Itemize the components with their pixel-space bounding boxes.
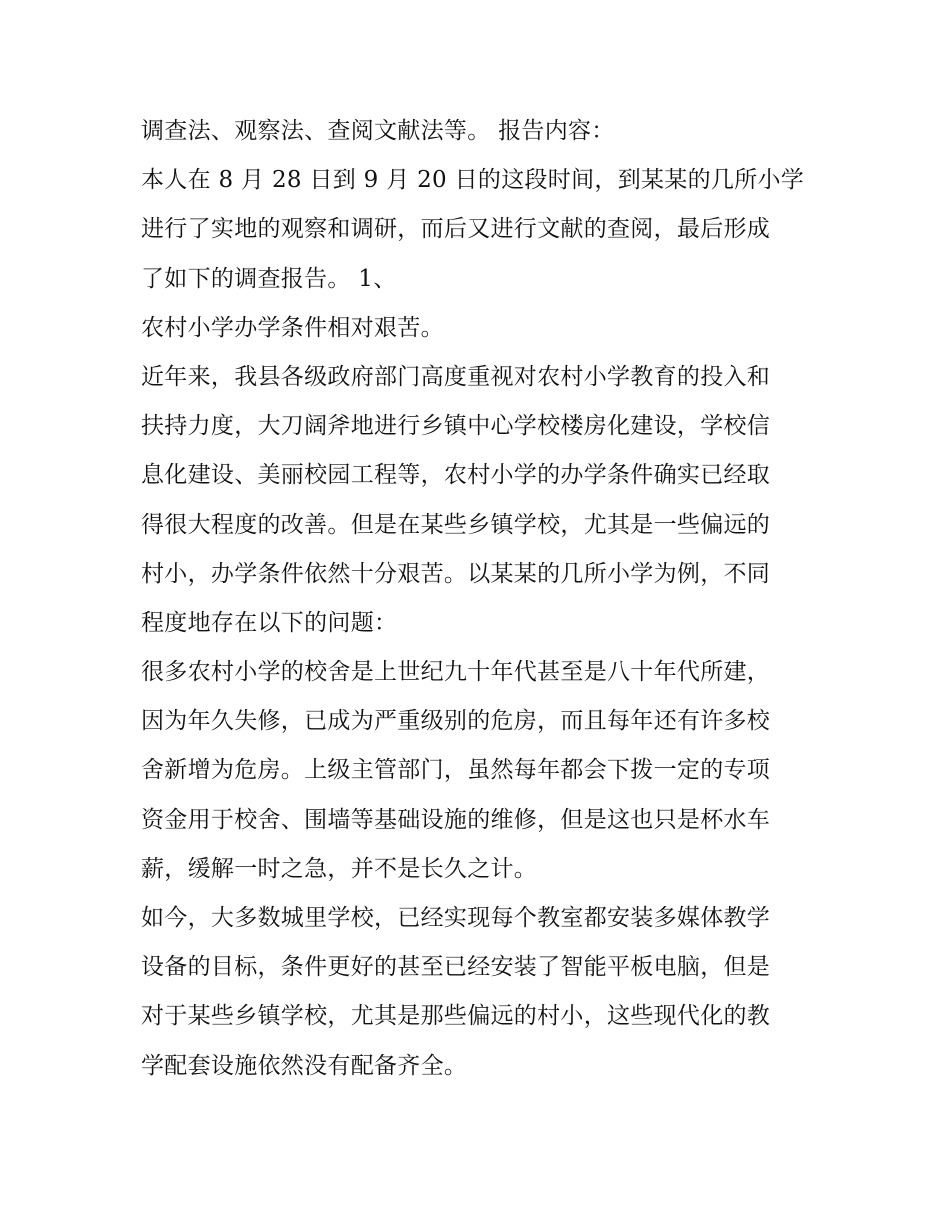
text-line: 近年来，我县各级政府部门高度重视对农村小学教育的投入和	[141, 363, 771, 390]
text-line: 扶持力度，大刀阔斧地进行乡镇中心学校楼房化建设，学校信	[141, 413, 771, 440]
text-line: 设备的目标，条件更好的甚至已经安装了智能平板电脑，但是	[141, 954, 771, 981]
text-line: 村小，办学条件依然十分艰苦。以某某的几所小学为例，不同	[141, 560, 771, 587]
text-line: 息化建设、美丽校园工程等，农村小学的办学条件确实已经取	[141, 462, 771, 489]
text-line: 薪，缓解一时之急，并不是长久之计。	[141, 855, 538, 882]
text-line: 因为年久失修，已成为严重级别的危房，而且每年还有许多校	[141, 708, 771, 735]
text-line: 舍新增为危房。上级主管部门，虽然每年都会下拨一定的专项	[141, 757, 771, 784]
document-body	[141, 111, 821, 1095]
section-heading: 农村小学办学条件相对艰苦。	[141, 314, 444, 341]
text-line: 对于某些乡镇学校，尤其是那些偏远的村小，这些现代化的教	[141, 1003, 771, 1030]
text-line: 本人在 8 月 28 日到 9 月 20 日的这段时间，到某某的几所小学	[141, 167, 805, 194]
text-line: 了如下的调查报告。 1、	[141, 265, 397, 292]
text-line: 调查法、观察法、查阅文献法等。 报告内容：	[141, 118, 615, 144]
text-line: 资金用于校舍、围墙等基础设施的维修，但是这也只是杯水车	[141, 806, 771, 833]
text-line: 很多农村小学的校舍是上世纪九十年代甚至是八十年代所建，	[141, 659, 771, 686]
text-line: 得很大程度的改善。但是在某些乡镇学校，尤其是一些偏远的	[141, 511, 771, 538]
text-line: 程度地存在以下的问题：	[141, 609, 398, 636]
text-line: 如今，大多数城里学校，已经实现每个教室都安装多媒体教学	[141, 905, 771, 931]
text-line: 进行了实地的观察和调研，而后又进行文献的查阅，最后形成	[141, 216, 771, 243]
text-line: 学配套设施依然没有配备齐全。	[141, 1052, 468, 1079]
